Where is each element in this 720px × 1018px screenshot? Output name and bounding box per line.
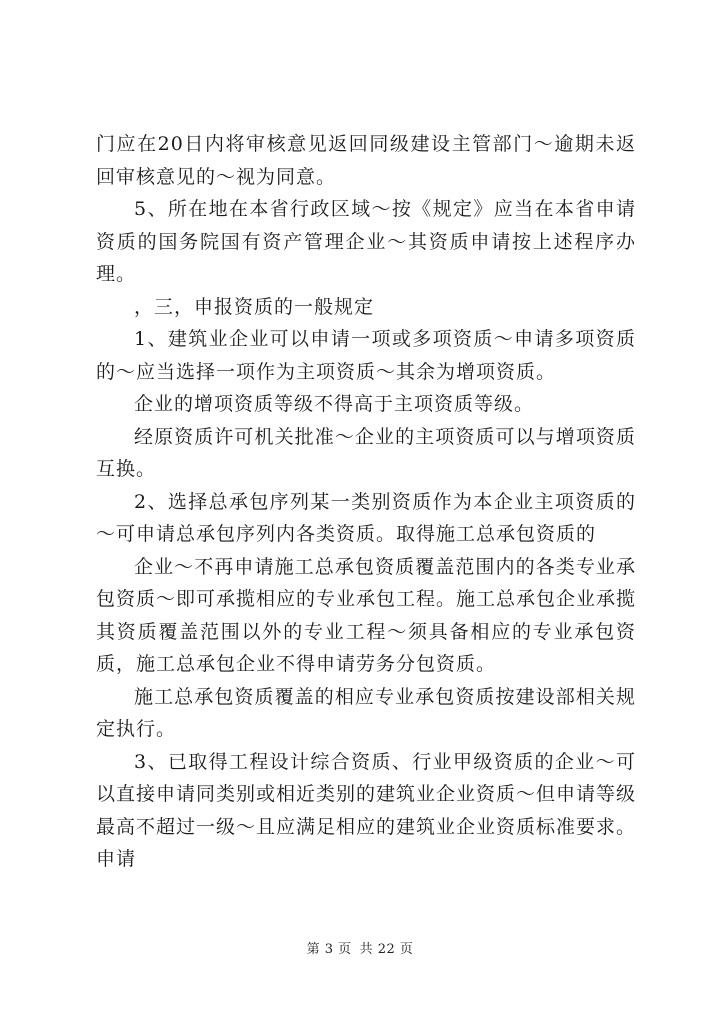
paragraph: 3、已取得工程设计综合资质、行业甲级资质的企业～可以直接申请同类别或相近类别的建筑业企业资质～但申请等级最高不超过一级～且应满足相应的建筑业企业资质标准要求。申请 [96, 750, 637, 870]
paragraph: 企业的增项资质等级不得高于主项资质等级。 [134, 393, 535, 415]
paragraph: 2、选择总承包序列某一类别资质作为本企业主项资质的～可申请总承包序列内各类资质。取得施工总承包资质的 [96, 490, 636, 545]
paragraph: 经原资质许可机关批准～企业的主项资质可以与增项资质互换。 [96, 425, 636, 480]
page-number: 第 3 页 [306, 942, 352, 957]
paragraph: 1、建筑业企业可以申请一项或多项资质～申请多项资质的～应当选择一项作为主项资质～其余为增项资质。 [96, 328, 636, 383]
page-footer [0, 938, 720, 957]
paragraph: 施工总承包资质覆盖的相应专业承包资质按建设部相关规定执行。 [96, 685, 636, 740]
section-heading: ，三，申报资质的一般规定 [134, 295, 375, 318]
paragraph: 企业～不再申请施工总承包资质覆盖范围内的各类专业承包资质～即可承揽相应的专业承包工程。施工总承包企业承揽其资质覆盖范围以外的专业工程～须具备相应的专业承包资质，施工总承包企业不得申请劳务分包资质。 [96, 555, 637, 675]
page-total: 共 22 页 [359, 942, 414, 957]
paragraph: 5、所在地在本省行政区域～按《规定》应当在本省申请资质的国务院国有资产管理企业～其资质申请按上述程序办理。 [96, 198, 636, 285]
paragraph: 门应在20日内将审核意见返回同级建设主管部门～逾期未返回审核意见的～视为同意。 [96, 133, 636, 188]
document-body [96, 128, 636, 876]
